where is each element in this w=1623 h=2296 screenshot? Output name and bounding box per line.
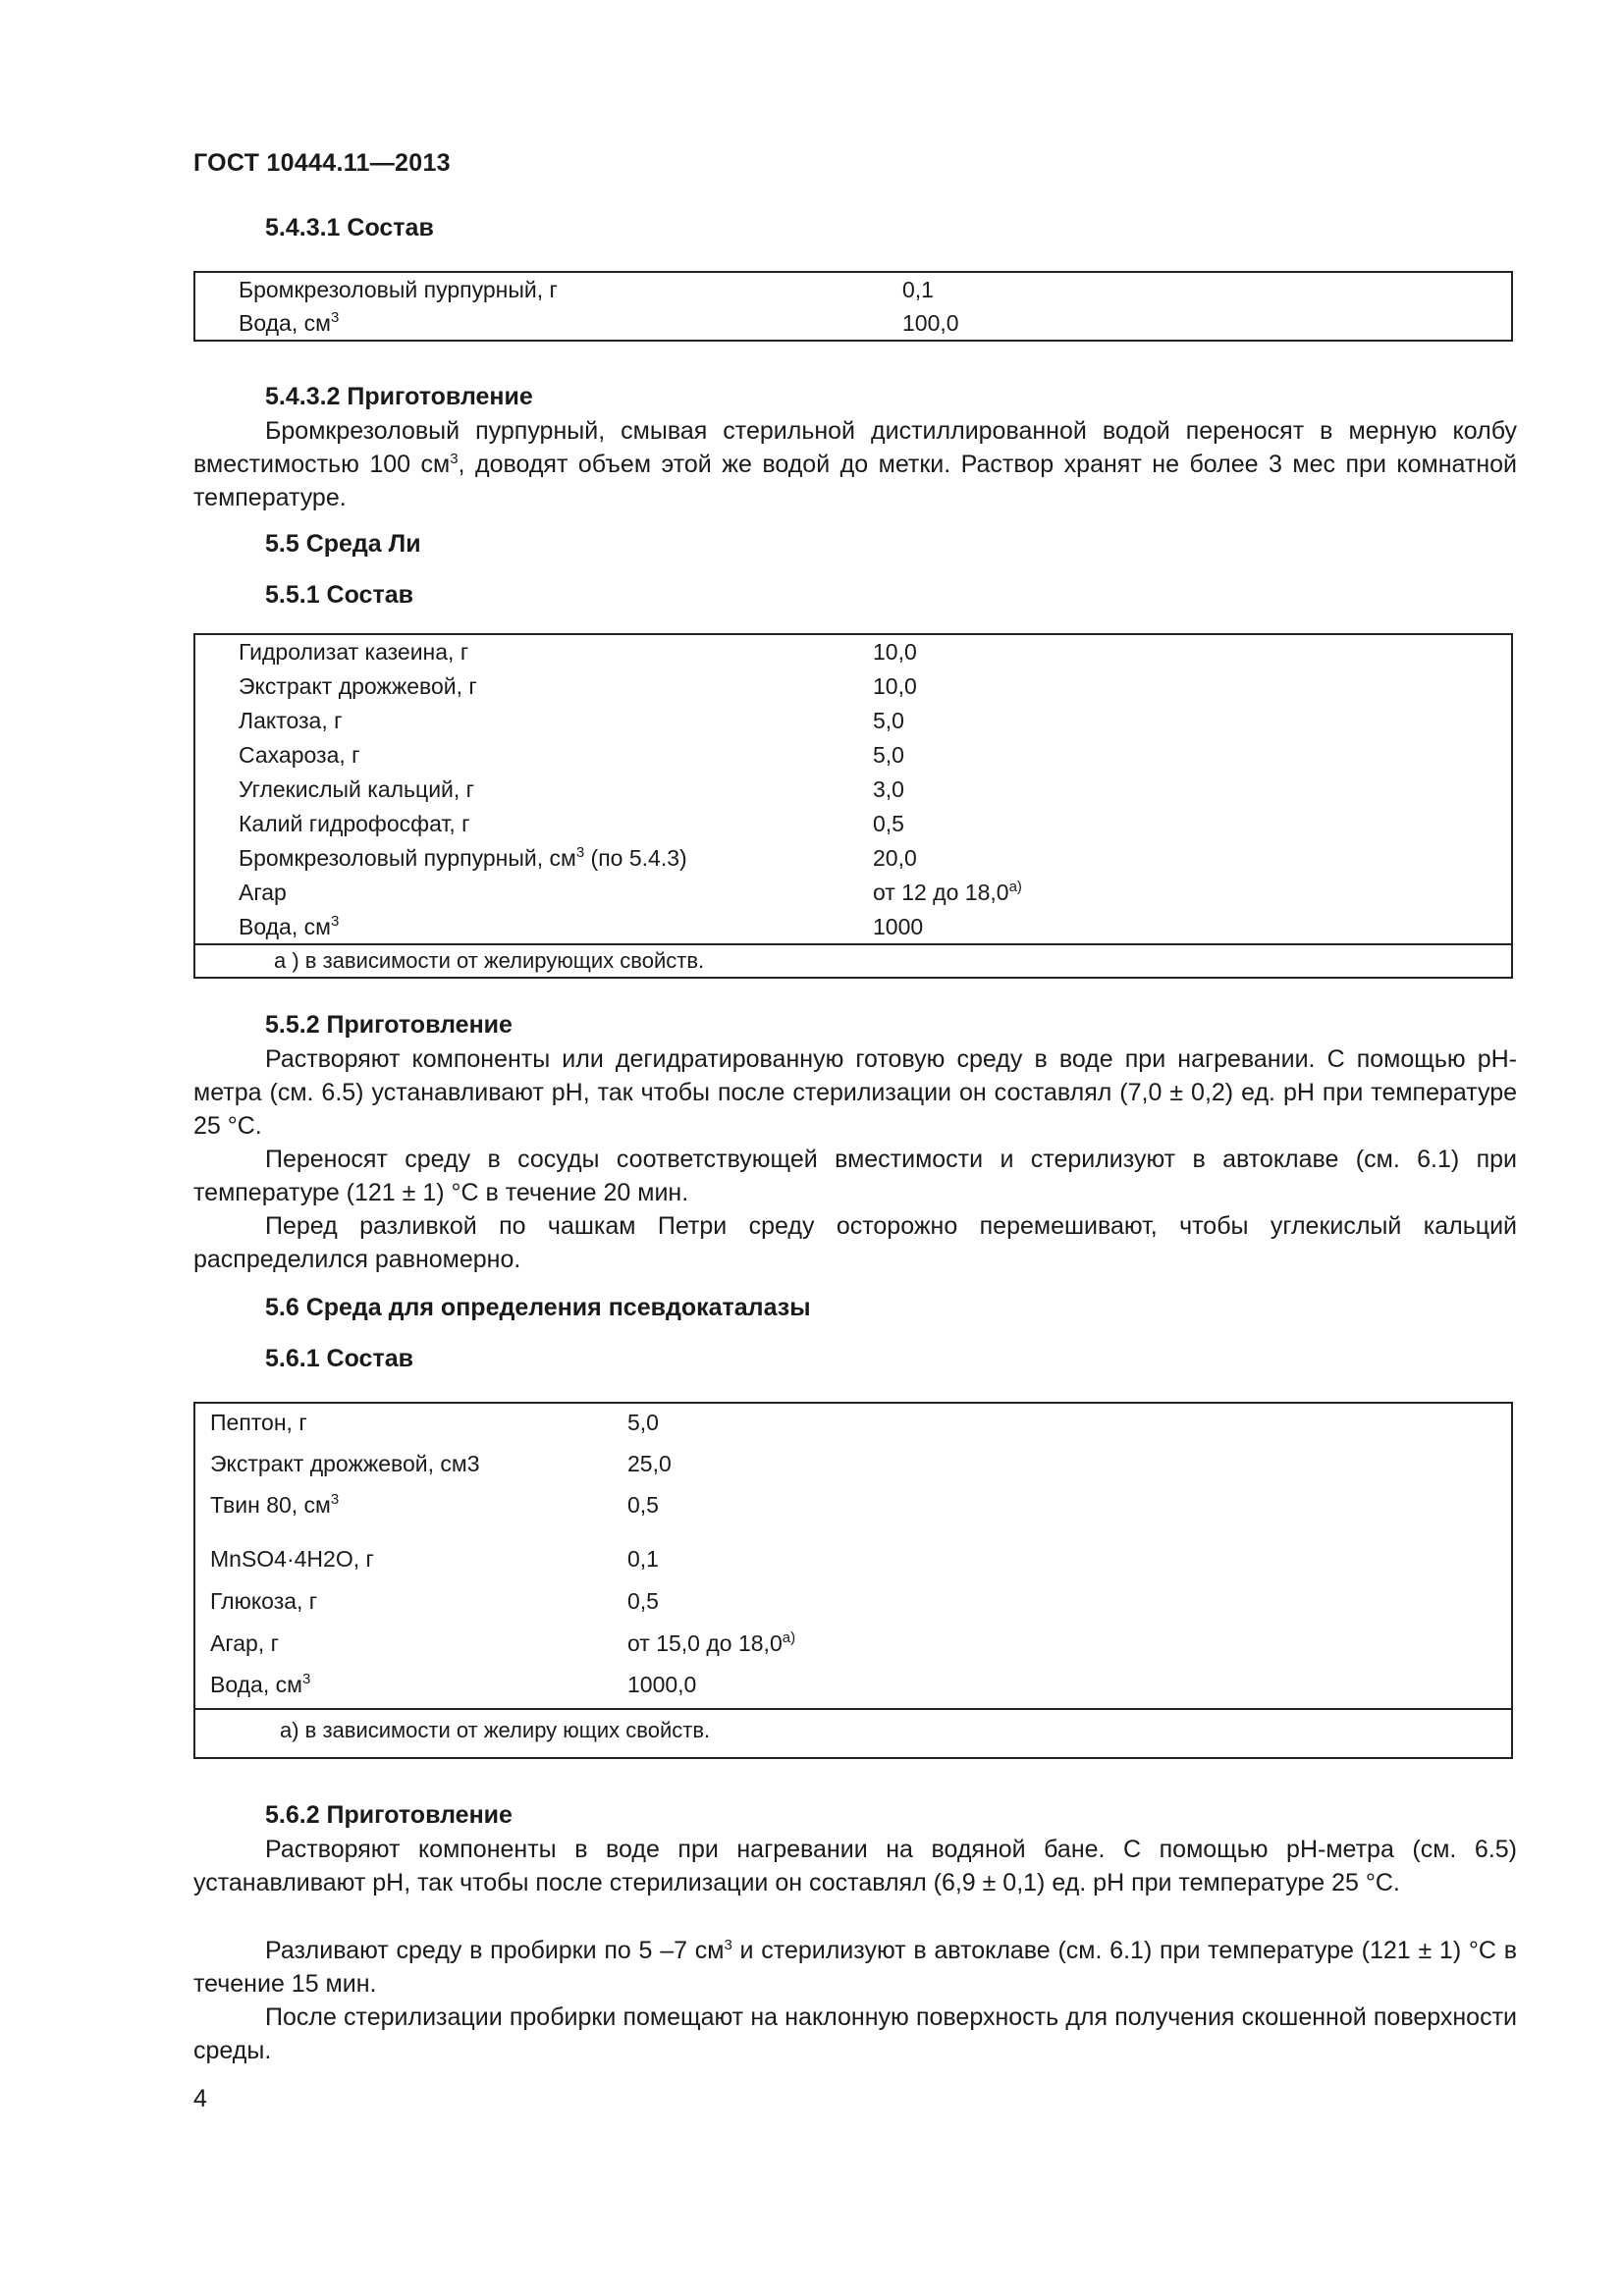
ingredient-name: Вода, $см^3$ — [239, 309, 340, 336]
ingredient-value: 1000,0 — [627, 1672, 697, 1697]
table-footnote: а ) в зависимости от желирующих свойств. — [274, 948, 705, 973]
table-footnote-row — [195, 943, 1511, 979]
ingredient-name: Агар, г — [210, 1630, 279, 1656]
ingredient-name: Агар — [239, 880, 287, 905]
ingredient-name: Гидролизат казеина, г — [239, 639, 469, 665]
ingredient-name: Вода, $см^3$ — [210, 1671, 311, 1697]
document-header: ГОСТ 10444.11—2013 — [193, 149, 451, 177]
composition-table-5-5-1 — [193, 633, 1513, 979]
ingredient-value: от 12 до $18,0^{а)}$ — [873, 879, 1022, 905]
paragraph: Разливают среду в пробирки по 5 –7 $см^3$ и стерилизуют в автоклаве (см. 6.1) при температуре (121 ± 1) °C в течение 15 мин. — [193, 1937, 1518, 1998]
ingredient-name: Твин 80, $см^3$ — [210, 1491, 340, 1518]
paragraph: Растворяют компоненты в воде при нагревании на водяной бане. С помощью pH-метра (см. 6.5) устанавливают pH, так чтобы после стерилизации он составлял (6,9 ± 0,1) ед. pH при температуре 25 °C. — [193, 1836, 1517, 1896]
ingredient-name: Лактоза, г — [239, 708, 343, 733]
page-number: 4 — [193, 2085, 207, 2112]
ingredient-value: 5,0 — [873, 708, 904, 733]
section-5-4-3-1-heading: 5.4.3.1 Состав — [265, 214, 434, 241]
ingredient-value: от 15,0 до $18,0^{а)}$ — [627, 1629, 796, 1656]
ingredient-value: 0,1 — [902, 277, 934, 302]
composition-table-5-6-1 — [193, 1402, 1513, 1759]
table-footnote: а) в зависимости от желиру ющих свойств. — [280, 1718, 711, 1742]
paragraph: Бромкрезоловый пурпурный, смывая стерильной дистиллированной водой переносят в мерную колбу вместимостью 100 $см^3$, доводят объем этой же водой до метки. Раствор хранят не более 3 мес при комнатной температуре. — [193, 417, 1517, 511]
section-5-5-1-heading: 5.5.1 Состав — [265, 581, 413, 609]
table-footnote-row — [195, 1708, 1511, 1759]
section-5-6-1-heading: 5.6.1 Состав — [265, 1345, 413, 1372]
section-5-5-2-heading: 5.5.2 Приготовление — [265, 1011, 513, 1039]
ingredient-value: 0,1 — [627, 1546, 659, 1572]
ingredient-value: 5,0 — [627, 1410, 659, 1435]
ingredient-name: Калий гидрофосфат, г — [239, 811, 470, 836]
ingredient-value: 100,0 — [902, 310, 959, 336]
paragraph: После стерилизации пробирки помещают на наклонную поверхность для получения скошенной поверхности среды. — [193, 2003, 1517, 2064]
ingredient-name: Глюкоза, г — [210, 1588, 318, 1614]
ingredient-name: Бромкрезоловый пурпурный, г — [239, 277, 558, 302]
ingredient-name: Пептон, г — [210, 1410, 307, 1435]
section-5-5-heading: 5.5 Среда Ли — [265, 530, 421, 558]
ingredient-value: 25,0 — [627, 1451, 672, 1476]
ingredient-value: 3,0 — [873, 776, 904, 802]
ingredient-value: 10,0 — [873, 639, 917, 665]
ingredient-value: 20,0 — [873, 845, 917, 871]
ingredient-name: Экстракт дрожжевой, г — [239, 673, 477, 699]
paragraph: Перед разливкой по чашкам Петри среду осторожно перемешивают, чтобы углекислый кальций распределился равномерно. — [193, 1212, 1517, 1273]
ingredient-name: Бромкрезоловый пурпурный, $см^3$ (по 5.4.3) — [239, 844, 687, 871]
paragraph: Переносят среду в сосуды соответствующей вместимости и стерилизуют в автоклаве (см. 6.1) при температуре (121 ± 1) °C в течение 20 мин. — [193, 1146, 1517, 1206]
ingredient-value: 0,5 — [627, 1588, 659, 1614]
section-5-6-heading: 5.6 Среда для определения псевдокаталазы — [265, 1294, 811, 1321]
ingredient-name: Экстракт дрожжевой, см3 — [210, 1451, 480, 1476]
ingredient-value: 1000 — [873, 914, 924, 939]
ingredient-value: 0,5 — [873, 811, 904, 836]
ingredient-name: Сахароза, г — [239, 742, 360, 768]
ingredient-name: Вода, $см^3$ — [239, 913, 340, 939]
ingredient-value: 10,0 — [873, 673, 917, 699]
ingredient-value: 5,0 — [873, 742, 904, 768]
composition-table-5-4-3-1 — [193, 271, 1513, 342]
ingredient-name: Углекислый кальций, г — [239, 776, 475, 802]
ingredient-value: 0,5 — [627, 1492, 659, 1518]
ingredient-name: MnSO4·4H2O, г — [210, 1546, 374, 1572]
section-5-6-2-heading: 5.6.2 Приготовление — [265, 1801, 513, 1829]
section-5-4-3-2-heading: 5.4.3.2 Приготовление — [265, 383, 533, 410]
paragraph: Растворяют компоненты или дегидратированную готовую среду в воде при нагревании. С помощью pH-метра (см. 6.5) устанавливают pH, так чтобы после стерилизации он составлял (7,0 ± 0,2) ед. pH при температуре 25 °C. — [193, 1045, 1517, 1140]
